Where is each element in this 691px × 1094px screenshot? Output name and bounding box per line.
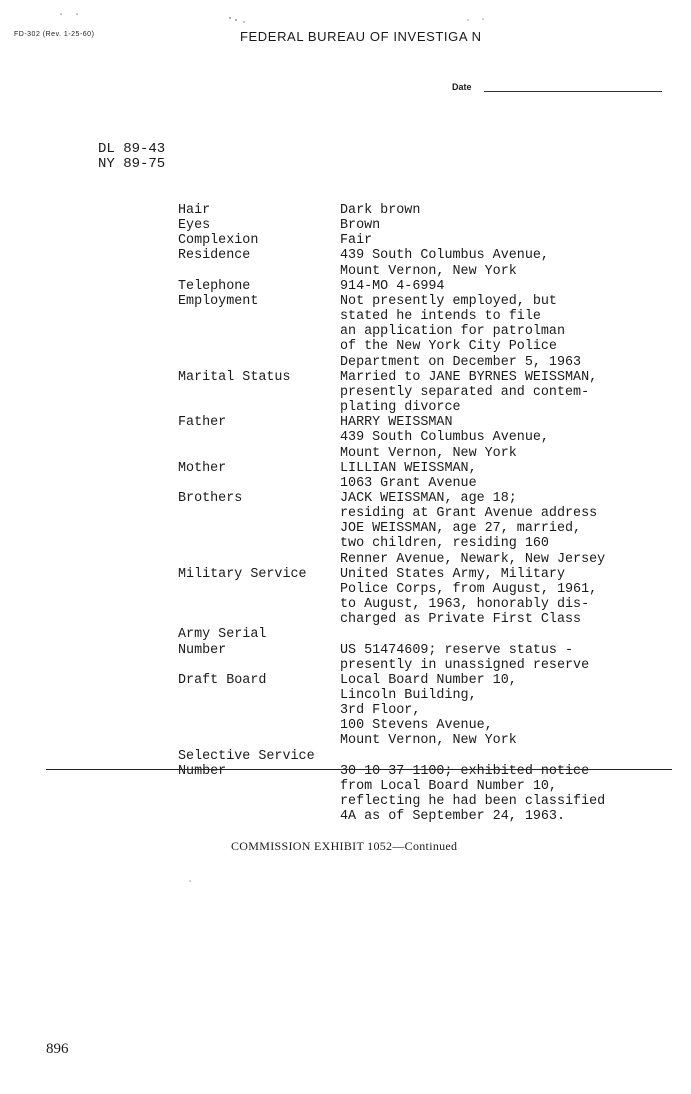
record-value-line: Mount Vernon, New York [340, 263, 517, 279]
record-value-line: 1063 Grant Avenue [340, 475, 477, 491]
record-label: Brothers [178, 490, 243, 506]
record-label: Selective Service Number [178, 748, 315, 779]
record-value-line: 439 South Columbus Avenue, [340, 430, 549, 446]
record-value-line: Lincoln Building, [340, 688, 477, 703]
record-value-line: Brown [340, 218, 381, 234]
record-label: Military Service [178, 566, 307, 582]
record-value-line: Police Corps, from August, 1961, [340, 581, 598, 597]
record-value-line: Mount Vernon, New York [340, 733, 517, 749]
record-value-line: an application for patrolman [340, 324, 565, 340]
record-value-line: 3rd Floor, [340, 703, 421, 719]
record-value-line: plating divorce [340, 400, 461, 416]
record-label: Telephone [178, 278, 251, 294]
record-value-line: 4A as of September 24, 1963. [340, 809, 565, 825]
record-value-line: presently separated and contem- [340, 384, 590, 400]
record-value-line: 30 10 37 1100; exhibited notice [340, 763, 590, 779]
record-value-line: LILLIAN WEISSMAN, [340, 460, 477, 476]
record-value-line: Dark brown [340, 203, 421, 218]
exhibit-caption: COMMISSION EXHIBIT 1052—Continued [231, 839, 458, 853]
record-label: Hair [178, 203, 211, 218]
record-value-line: 914-MO 4-6994 [340, 278, 445, 294]
record-value-line: residing at Grant Avenue address [340, 506, 598, 522]
file-number: NY 89-75 [98, 156, 166, 172]
record-value-line: to August, 1963, honorably dis- [340, 597, 590, 613]
form-number: FD-302 (Rev. 1-25-60) [14, 31, 95, 38]
date-label: Date [452, 82, 472, 92]
record-value-line: 439 South Columbus Avenue, [340, 248, 549, 264]
file-number: DL 89-43 [98, 141, 166, 157]
page-number: 896 [46, 1041, 69, 1057]
record-value-line: of the New York City Police [340, 339, 557, 355]
record-value-line: JACK WEISSMAN, age 18; [340, 490, 517, 506]
record-value-line: JOE WEISSMAN, age 27, married, [340, 521, 582, 537]
record-value-line: charged as Private First Class [340, 612, 582, 628]
record-value-line: Renner Avenue, Newark, New Jersey [340, 551, 606, 567]
record-label: Complexion [178, 233, 259, 249]
record-value-line: HARRY WEISSMAN [340, 415, 453, 431]
record-value-line: Married to JANE BYRNES WEISSMAN, [340, 369, 598, 385]
record-value-line: reflecting he had been classified [340, 794, 606, 810]
record-label: Residence [178, 248, 251, 264]
record-value-line: from Local Board Number 10, [340, 778, 557, 794]
record-value-line: Fair [340, 233, 373, 249]
record-label: Draft Board [178, 672, 267, 688]
record-value-line: Local Board Number 10, [340, 672, 517, 688]
record-label: Eyes [178, 218, 211, 234]
record-value-line: United States Army, Military [340, 566, 565, 582]
record-value-line: presently in unassigned reserve [340, 657, 590, 673]
record-label: Marital Status [178, 369, 291, 385]
agency-heading: FEDERAL BUREAU OF INVESTIGA N [240, 29, 482, 44]
record-value-line: Department on December 5, 1963 [340, 354, 582, 370]
record-label: Army Serial Number [178, 627, 267, 658]
record-value-line: US 51474609; reserve status - [340, 642, 574, 658]
record-label: Mother [178, 460, 227, 476]
record-value-line: two children, residing 160 [340, 536, 549, 552]
record-value-line: Mount Vernon, New York [340, 445, 517, 461]
record-label: Father [178, 415, 227, 431]
record-value-line: 100 Stevens Avenue, [340, 718, 493, 734]
record-label: Employment [178, 293, 259, 309]
record-value-line: stated he intends to file [340, 309, 541, 325]
record-value-line: Not presently employed, but [340, 293, 557, 309]
